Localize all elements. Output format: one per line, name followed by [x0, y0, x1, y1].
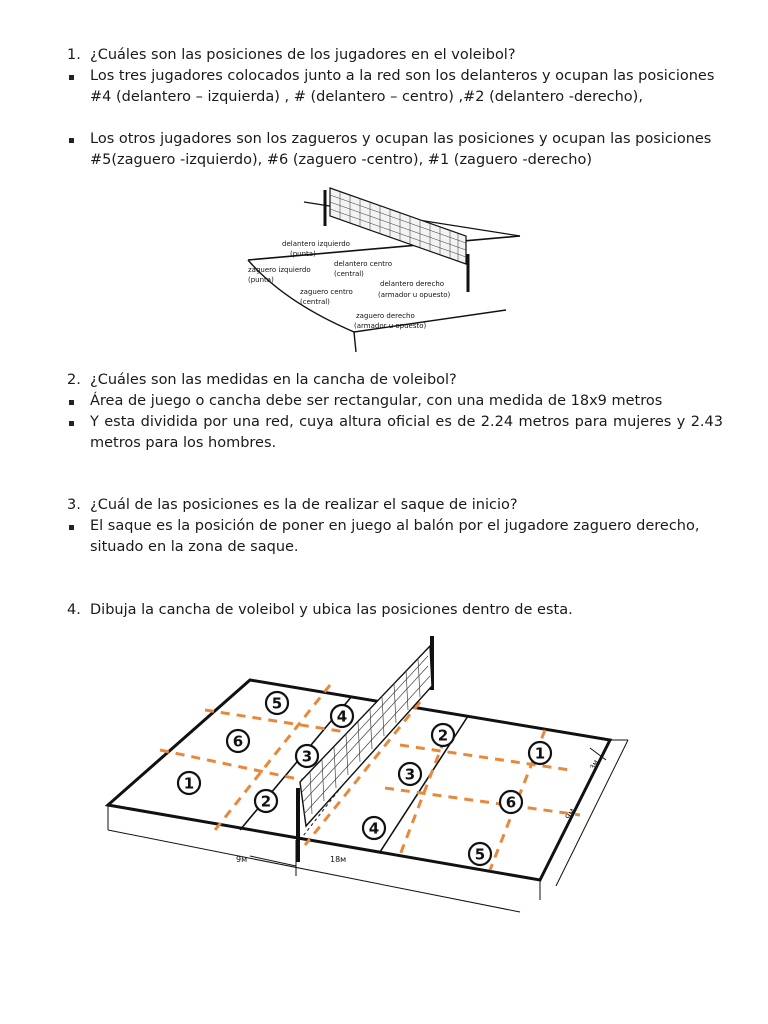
dim-width: 9м [563, 806, 577, 821]
label-zaguero-derecho: zaguero derecho [356, 312, 415, 320]
bullet-item [67, 66, 723, 108]
label-delantero-centro: delantero centro [334, 260, 393, 268]
position-circle [529, 742, 551, 764]
svg-text:2: 2 [437, 726, 449, 745]
label-zaguero-derecho-sub: (armador u opuesto) [354, 322, 427, 330]
question-number: 1. [67, 47, 81, 63]
question-number: 2. [67, 372, 81, 388]
svg-text:4: 4 [368, 819, 380, 838]
bullet-text: Los tres jugadores colocados junto a la red son los delanteros y ocupan las posiciones #4 (delantero – izquierda) , # (delantero – centro) ,#2 (delantero -derecho), [90, 68, 715, 105]
bullet-text: Y esta dividida por una red, cuya altura oficial es de 2.24 metros para mujeres y 2.43 metros para los hombres. [90, 414, 723, 451]
svg-text:1: 1 [183, 774, 195, 793]
bullet-text: Área de juego o cancha debe ser rectangular, con una medida de 18x9 metros [90, 393, 663, 409]
court-figure [100, 630, 660, 920]
question-text: ¿Cuáles son las medidas en la cancha de voleibol? [90, 372, 457, 388]
bullet-icon [69, 525, 74, 530]
svg-text:5: 5 [474, 845, 486, 864]
label-delantero-izquierdo-sub: (punta) [290, 250, 316, 258]
svg-text:5: 5 [271, 694, 283, 713]
position-circle [363, 817, 385, 839]
position-circle [331, 705, 353, 727]
bullet-icon [69, 138, 74, 143]
svg-text:6: 6 [232, 732, 244, 751]
position-circle [296, 745, 318, 767]
dim-half: 9м [236, 855, 248, 864]
question-number: 3. [67, 497, 81, 513]
svg-text:4: 4 [336, 707, 348, 726]
bullet-item [67, 129, 723, 171]
bullet-text: El saque es la posición de poner en juego al balón por el jugadore zaguero derecho, situado en la zona de saque. [90, 518, 700, 555]
label-delantero-centro-sub: (central) [334, 270, 364, 278]
svg-text:1: 1 [534, 744, 546, 763]
question-4 [67, 600, 573, 621]
question-1 [67, 45, 516, 66]
position-circle [266, 692, 288, 714]
dim-length: 18м [330, 855, 347, 864]
question-text: ¿Cuáles son las posiciones de los jugadores en el voleibol? [90, 47, 516, 63]
label-zaguero-izquierdo: zaguero izquierdo [248, 266, 311, 274]
label-delantero-derecho: delantero derecho [380, 280, 445, 288]
bullet-icon [69, 400, 74, 405]
position-circle [227, 730, 249, 752]
bullet-item [67, 391, 723, 412]
question-text: ¿Cuál de las posiciones es la de realizar el saque de inicio? [90, 497, 518, 513]
position-circle [178, 772, 200, 794]
question-2 [67, 370, 457, 391]
question-text: Dibuja la cancha de voleibol y ubica las posiciones dentro de esta. [90, 602, 573, 618]
bullet-item [67, 516, 723, 558]
dim-zone: 3м [588, 758, 601, 771]
label-delantero-derecho-sub: (armador u opuesto) [378, 291, 451, 299]
positions-figure [244, 182, 530, 358]
label-delantero-izquierdo: delantero izquierdo [282, 240, 350, 248]
bullet-icon [69, 75, 74, 80]
label-zaguero-izquierdo-sub: (punta) [248, 276, 274, 284]
position-circle [500, 791, 522, 813]
question-number: 4. [67, 602, 81, 618]
svg-text:3: 3 [301, 747, 313, 766]
label-zaguero-centro: zaguero centro [300, 288, 353, 296]
position-circle [469, 843, 491, 865]
svg-text:3: 3 [404, 765, 416, 784]
svg-text:2: 2 [260, 792, 272, 811]
svg-text:6: 6 [505, 793, 517, 812]
position-circle [255, 790, 277, 812]
bullet-icon [69, 421, 74, 426]
position-circle [399, 763, 421, 785]
question-3 [67, 495, 518, 516]
position-circle [432, 724, 454, 746]
bullet-item [67, 412, 723, 454]
bullet-text: Los otros jugadores son los zagueros y ocupan las posiciones y ocupan las posiciones #5(zaguero -izquierdo), #6 (zaguero -centro), #1 (zaguero -derecho) [90, 131, 712, 168]
label-zaguero-centro-sub: (central) [300, 298, 330, 306]
